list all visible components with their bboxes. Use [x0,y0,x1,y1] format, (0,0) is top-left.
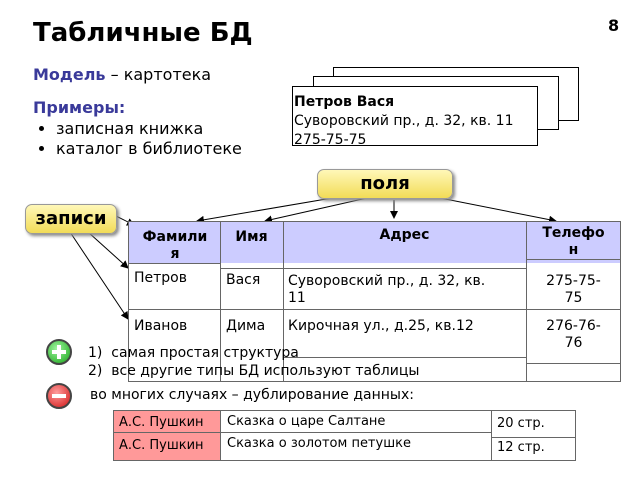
header-surname: Фамили я [142,229,208,262]
dup-title: Сказка о царе Салтане [227,414,386,429]
pros-item: 2) все другие типы БД используют таблицы [88,363,420,379]
dup-pages: 20 стр. [497,416,545,431]
card-address: Суворовский пр., д. 32, кв. 11 [294,113,514,129]
dup-pages: 12 стр. [497,440,545,455]
field-arrow [430,196,556,221]
model-label: Модель [33,65,106,84]
duplication-table [113,410,576,461]
cell-name: Вася [226,272,261,288]
cell-phone: 276-76- 76 [546,318,601,351]
cell-address: Суворовский пр., д. 32, кв. 11 [288,273,486,306]
cell-surname: Иванов [134,318,188,334]
examples-heading: Примеры: [33,98,126,117]
pros-list [88,344,419,380]
slide-title: Табличные БД [33,18,253,48]
records-label: записи [25,204,117,234]
cons-text: во многих случаях – дублирование данных: [90,387,414,403]
dup-author: А.С. Пушкин [119,415,204,430]
model-text: – картотека [105,65,212,84]
card-phone: 275-75-75 [294,132,367,148]
header-name: Имя [235,229,268,245]
minus-icon [46,383,72,409]
example-item: • каталог в библиотеке [56,139,242,159]
header-phone: Телефо н [542,225,605,258]
cell-surname: Петров [134,270,187,286]
cell-name: Дима [226,318,266,334]
record-arrow [70,232,128,319]
cell-phone: 275-75- 75 [546,273,601,306]
dup-title: Сказка о золотом петушке [227,436,411,451]
card-name: Петров Вася [294,94,395,110]
cell-address: Кирочная ул., д.25, кв.12 [288,318,474,334]
header-address: Адрес [379,227,430,243]
slide-number: 8 [608,16,620,35]
example-item: • записная книжка [56,119,242,139]
pros-item: 1) самая простая структура [88,345,299,361]
dup-author: А.С. Пушкин [119,438,204,453]
fields-label: поля [317,169,453,199]
record-arrow [88,232,128,268]
field-arrow [265,198,367,221]
plus-icon [46,339,72,365]
